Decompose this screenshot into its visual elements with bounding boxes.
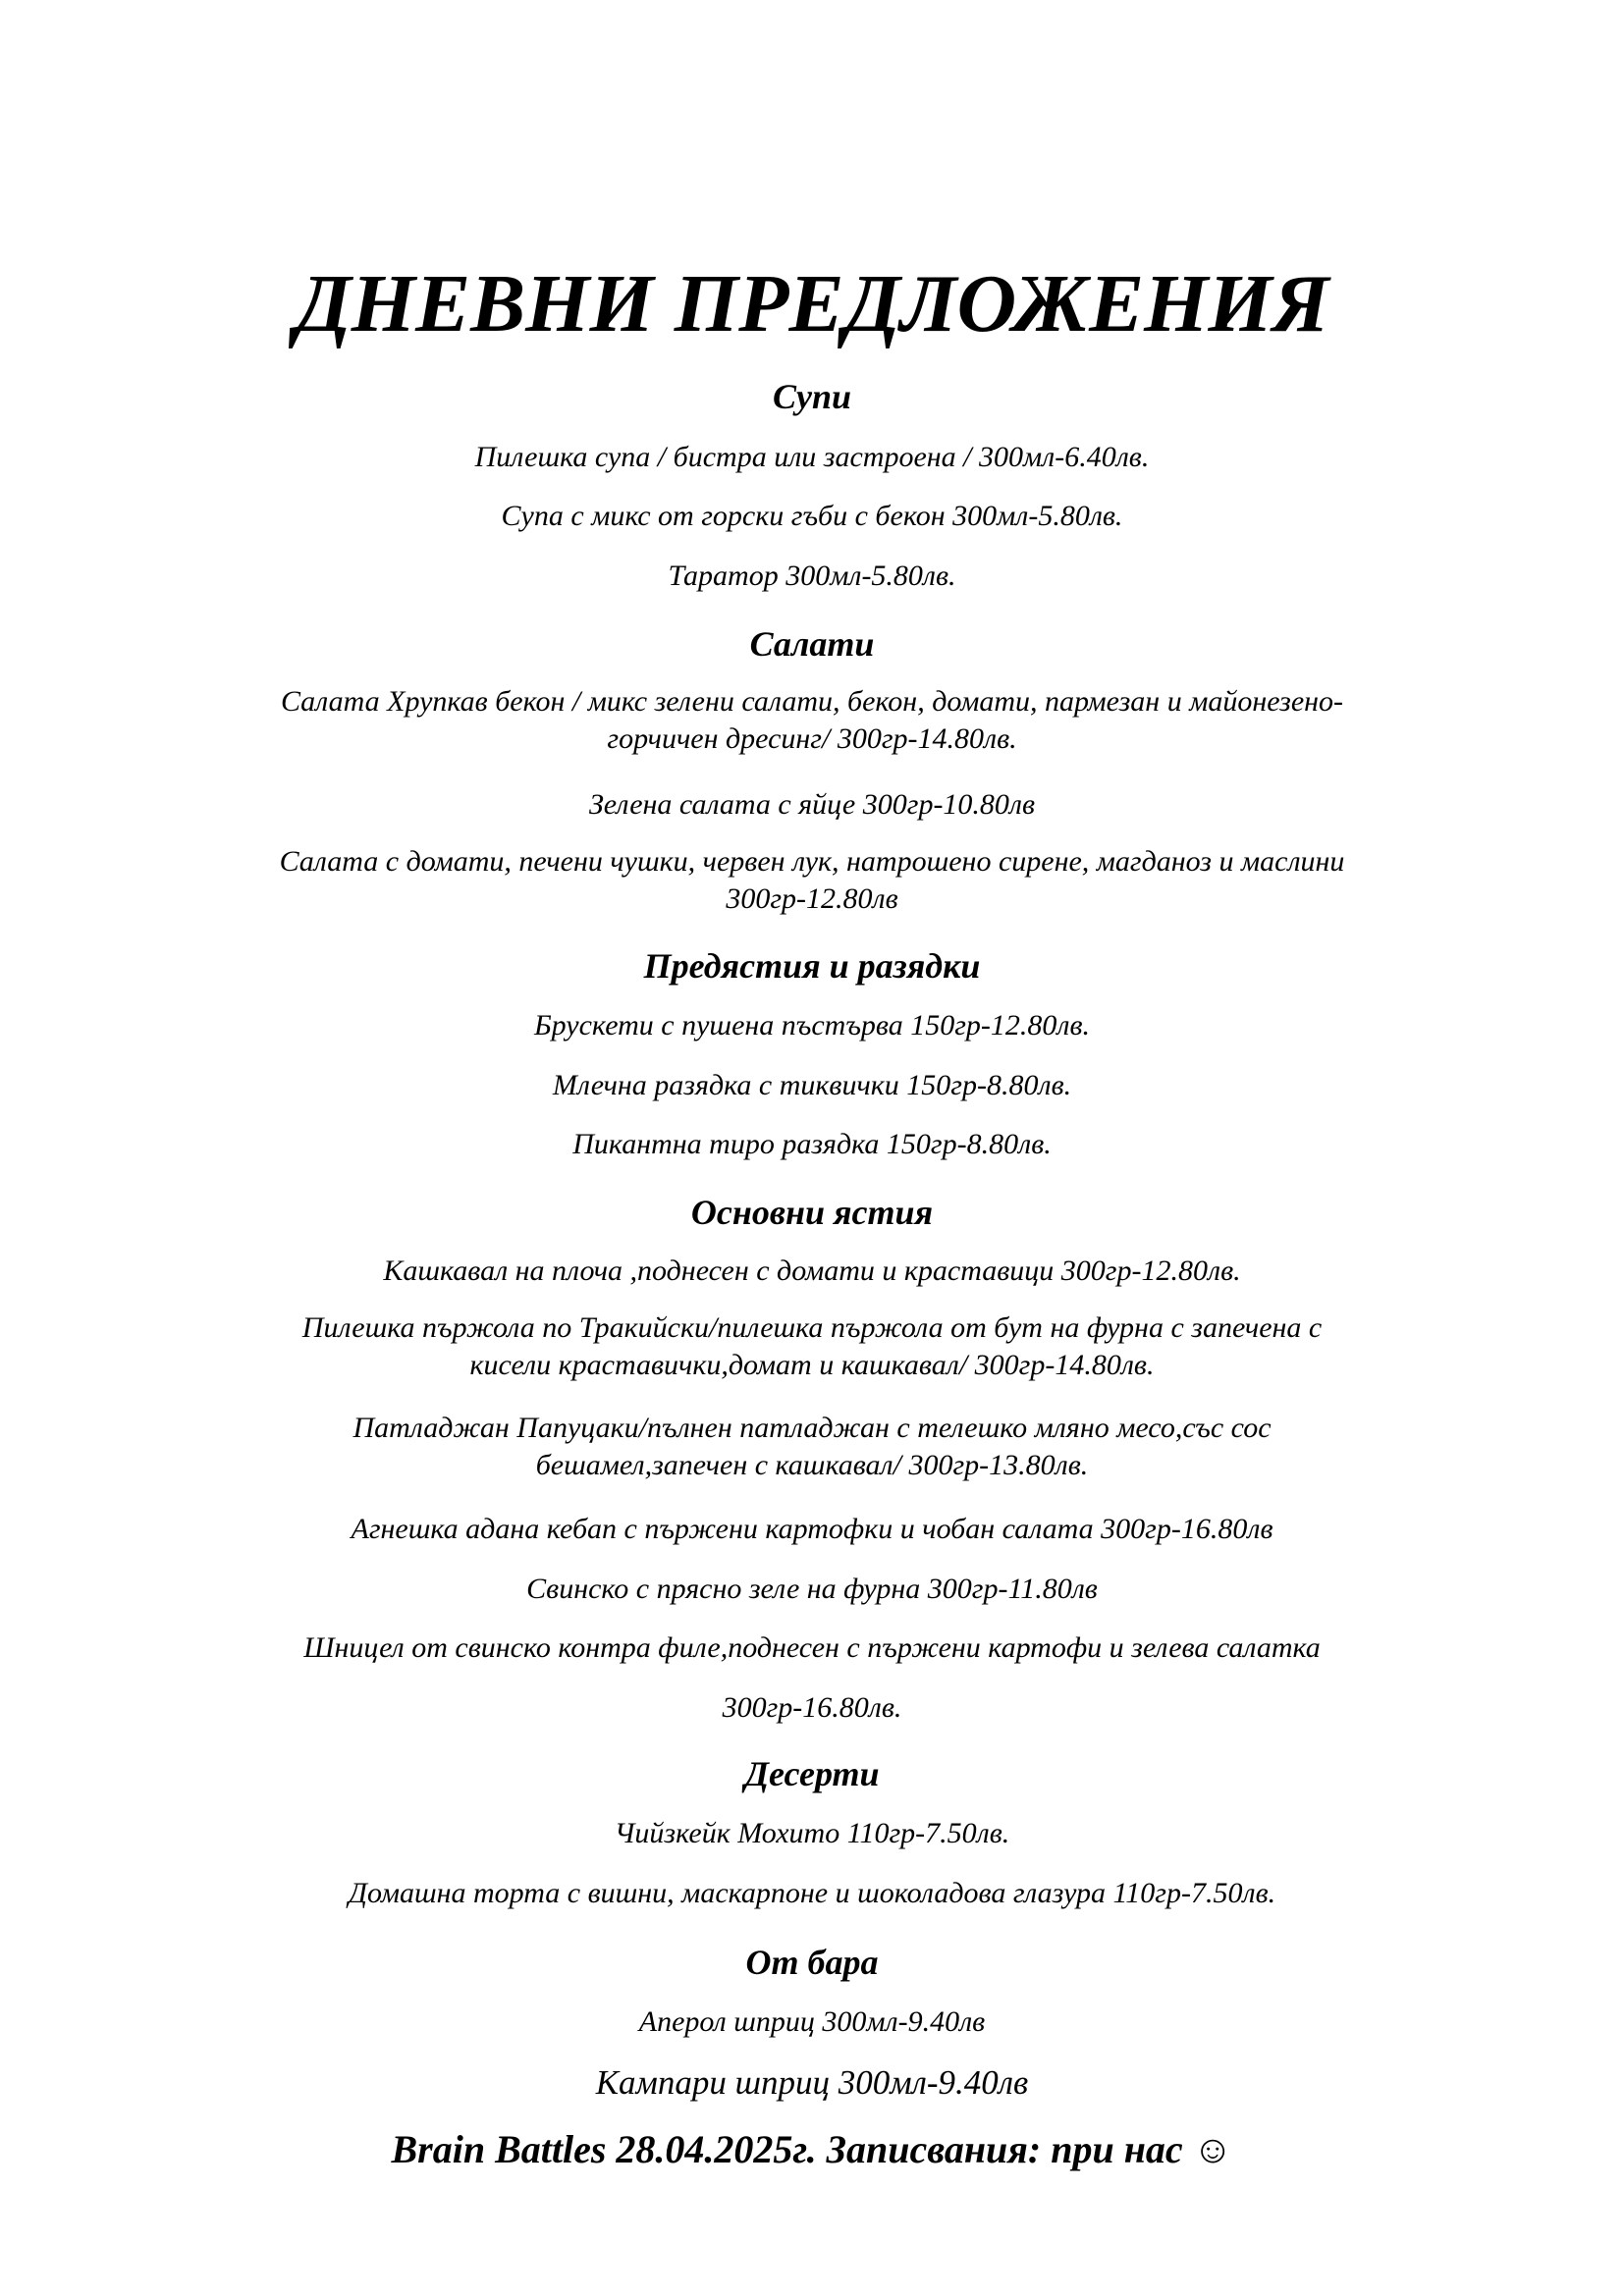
menu-item: Аперол шприц 300мл-9.40лв xyxy=(638,2005,986,2038)
page-title: ДНЕВНИ ПРЕДЛОЖЕНИЯ xyxy=(295,258,1329,349)
menu-item: Домашна торта с вишни, маскарпоне и шоколадова глазура 110гр-7.50лв. xyxy=(348,1877,1276,1909)
section-heading-soups: Супи xyxy=(772,377,852,416)
menu-item: Шницел от свинско контра филе,поднесен с пържени картофи и зелева салатка xyxy=(303,1631,1321,1664)
menu-item: Зелена салата с яйце 300гр-10.80лв xyxy=(588,788,1036,821)
menu-item xyxy=(147,683,1477,758)
menu-item: Пикантна тиро разядка 150гр-8.80лв. xyxy=(572,1128,1052,1160)
menu-item: Брускети с пушена пъстърва 150гр-12.80лв. xyxy=(533,1009,1090,1041)
menu-item-line: кисели краставички,домат и кашкавал/ 300гр-14.80лв. xyxy=(469,1349,1155,1381)
menu-item: 300гр-16.80лв. xyxy=(722,1691,902,1724)
menu-item: Супа с микс от горски гъби с бекон 300мл-5.80лв. xyxy=(501,500,1123,532)
section-heading-mains: Основни ястия xyxy=(690,1193,934,1232)
menu-item-line: горчичен дресинг/ 300гр-14.80лв. xyxy=(607,722,1017,755)
event-announcement-text: Brain Battles 28.04.2025г. Записвания: при нас xyxy=(391,2127,1183,2171)
menu-item-line: Салата Хрупкав бекон / микс зелени салати, бекон, домати, пармезан и майонезено- xyxy=(280,685,1344,718)
section-heading-desserts: Десерти xyxy=(744,1754,880,1793)
event-announcement xyxy=(147,2127,1477,2171)
menu-item xyxy=(147,1309,1477,1384)
menu-item xyxy=(147,1410,1477,1484)
menu-item-line: Пилешка пържола по Тракийски/пилешка пържола от бут на фурна с запечена с xyxy=(301,1311,1323,1344)
section-heading-bar: От бара xyxy=(745,1943,879,1982)
menu-item: Кашкавал на плоча ,поднесен с домати и краставици 300гр-12.80лв. xyxy=(383,1255,1241,1287)
menu-item-line: 300гр-12.80лв xyxy=(726,882,898,915)
menu-item xyxy=(147,843,1477,918)
menu-item: Таратор 300мл-5.80лв. xyxy=(668,560,956,592)
section-heading-salads: Салати xyxy=(749,624,875,664)
smiley-icon: ☺ xyxy=(1192,2127,1233,2171)
menu-item-line: Патладжан Папуцаки/пълнен патладжан с телешко мляно месо,със сос xyxy=(352,1412,1272,1444)
menu-item: Пилешка супа / бистра или застроена / 300мл-6.40лв. xyxy=(474,441,1150,473)
menu-item: Чийзкейк Мохито 110гр-7.50лв. xyxy=(614,1817,1010,1849)
menu-item: Агнешка адана кебап с пържени картофки и чобан салата 300гр-16.80лв xyxy=(351,1513,1273,1545)
menu-item-line: Салата с домати, печени чушки, червен лук, натрошено сирене, магданоз и маслини xyxy=(279,845,1345,878)
menu-item: Млечна разядка с тиквички 150гр-8.80лв. xyxy=(552,1069,1072,1101)
menu-item-line: бешамел,запечен с кашкавал/ 300гр-13.80лв. xyxy=(535,1449,1089,1481)
menu-item: Кампари шприц 300мл-9.40лв xyxy=(595,2063,1029,2102)
menu-item: Свинско с прясно зеле на фурна 300гр-11.80лв xyxy=(526,1573,1098,1605)
section-heading-starters: Предястия и разядки xyxy=(643,946,981,986)
